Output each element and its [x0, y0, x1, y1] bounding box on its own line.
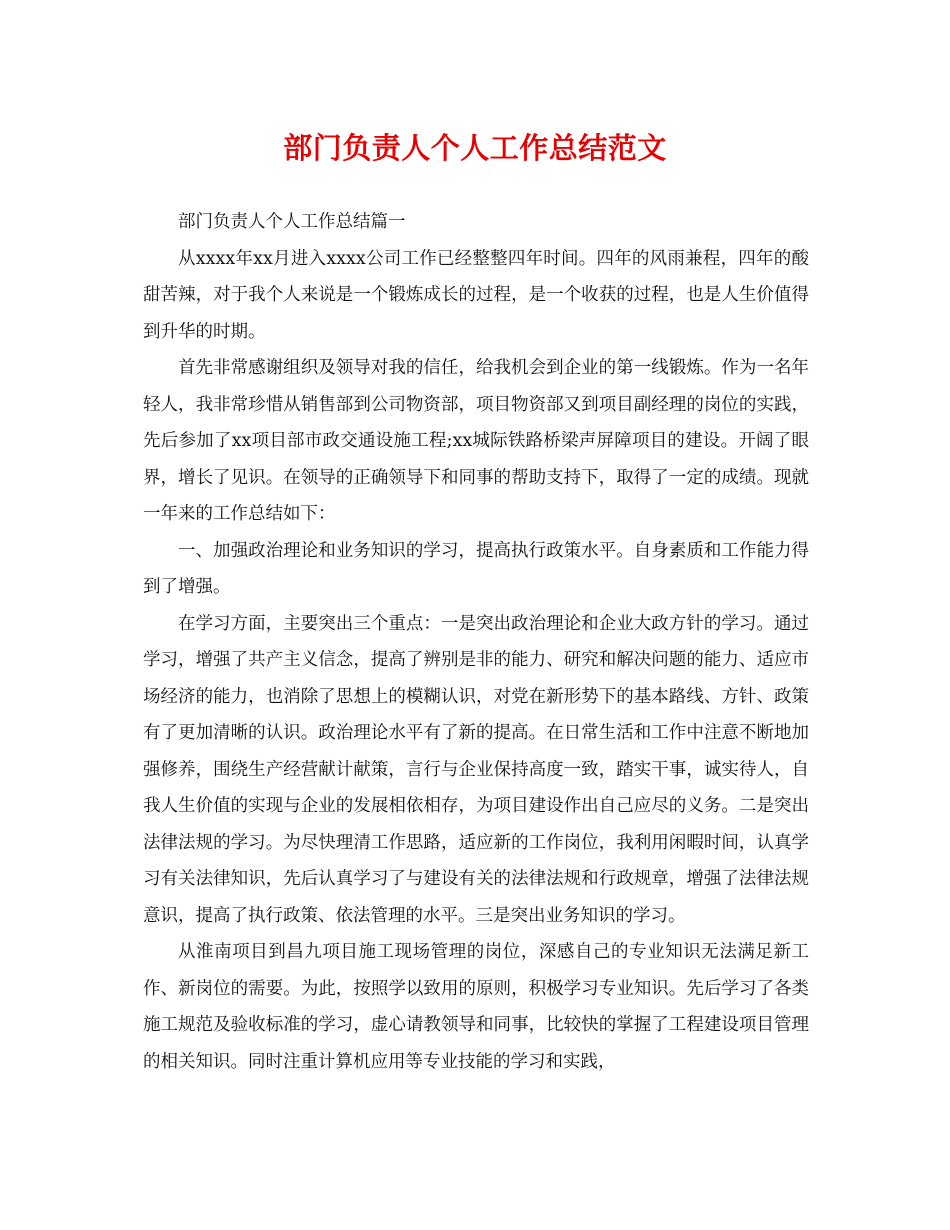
document-title: 部门负责人个人工作总结范文 — [283, 131, 667, 165]
paragraph: 从淮南项目到昌九项目施工现场管理的岗位，深感自己的专业知识无法满足新工作、新岗位的需要。为此，按照学以致用的原则，积极学习专业知识。先后学习了各类施工规范及验收标准的学习，虚心请教领导和同事，比较快的掌握了工程建设项目管理的相关知识。同时注重计算机应用等专业技能的学习和实践， — [143, 942, 809, 1072]
section-heading: 部门负责人个人工作总结篇一 — [178, 212, 406, 232]
paragraph: 一、加强政治理论和业务知识的学习，提高执行政策水平。自身素质和工作能力得到了增强。 — [143, 540, 809, 597]
document-body — [143, 204, 809, 1080]
paragraph: 首先非常感谢组织及领导对我的信任，给我机会到企业的第一线锻炼。作为一名年轻人，我非常珍惜从销售部到公司物资部，项目物资部又到项目副经理的岗位的实践，先后参加了xx项目部市政交通设施工程;xx城际铁路桥梁声屏障项目的建设。开阔了眼界，增长了见识。在领导的正确领导下和同事的帮助支持下，取得了一定的成绩。现就一年来的工作总结如下： — [143, 358, 809, 524]
paragraph: 在学习方面，主要突出三个重点：一是突出政治理论和企业大政方针的学习。通过学习，增强了共产主义信念，提高了辨别是非的能力、研究和解决问题的能力、适应市场经济的能力，也消除了思想上的模糊认识，对党在新形势下的基本路线、方针、政策有了更加清晰的认识。政治理论水平有了新的提高。在日常生活和工作中注意不断地加强修养，围绕生产经营献计献策，言行与企业保持高度一致，踏实干事，诚实待人，自我人生价值的实现与企业的发展相依相存，为项目建设作出自己应尽的义务。二是突出法律法规的学习。为尽快理清工作思路，适应新的工作岗位，我利用闲暇时间，认真学习有关法律知识，先后认真学习了与建设有关的法律法规和行政规章，增强了法律法规意识，提高了执行政策、依法管理的水平。三是突出业务知识的学习。 — [143, 613, 809, 926]
paragraph: 从xxxx年xx月进入xxxx公司工作已经整整四年时间。四年的风雨兼程，四年的酸甜苦辣，对于我个人来说是一个锻炼成长的过程，是一个收获的过程，也是人生价值得到升华的时期。 — [143, 248, 809, 342]
